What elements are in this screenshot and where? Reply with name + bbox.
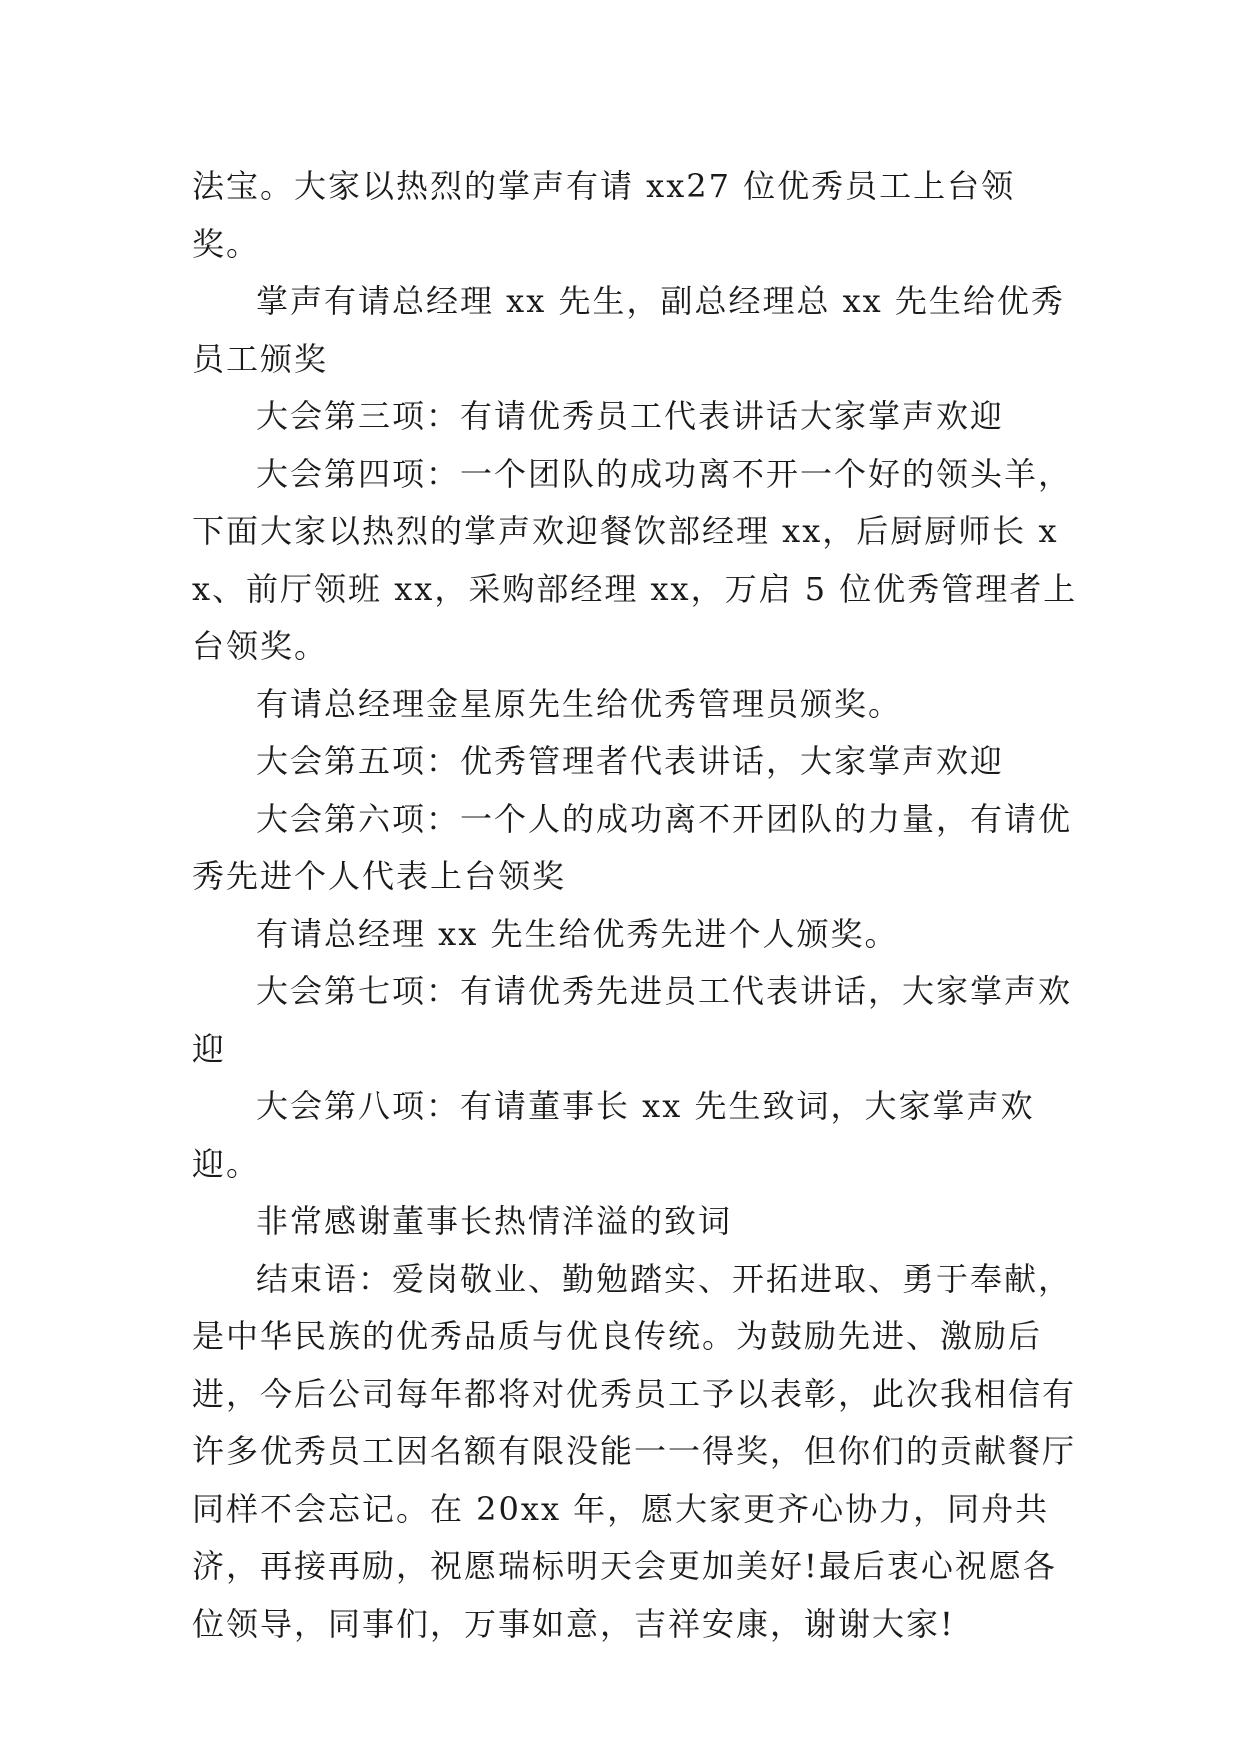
paragraph-5: 有请总经理金星原先生给优秀管理员颁奖。 [256, 684, 903, 723]
paragraph-8: 有请总经理 xx 先生给优秀先进个人颁奖。 [256, 914, 899, 953]
paragraph-3: 大会第三项：有请优秀员工代表讲话大家掌声欢迎 [256, 397, 1005, 435]
paragraph-12: 结束语：爱岗敬业、勤勉踏实、开拓进取、勇于奉献，是中华民族的优秀品质与优良传统。为鼓励先进、激励后进，今后公司每年都将对优秀员工予以表彰，此次我相信有许多优秀员工因名额有限没能一一得奖，但你们的贡献餐厅同样不会忘记。在 20xx 年，愿大家更齐心协力，同舟共济，再接再励，祝愿瑞标明天会更加美好!最后衷心祝愿各位领导，同事们，万事如意，吉祥安康，谢谢大家! [192, 1259, 1077, 1643]
paragraph-9: 大会第七项：有请优秀先进员工代表讲话，大家掌声欢迎 [192, 972, 1073, 1068]
paragraph-4: 大会第四项：一个团队的成功离不开一个好的领头羊，下面大家以热烈的掌声欢迎餐饮部经理 xx，后厨厨师长 xx、前厅领班 xx，采购部经理 xx，万启 5 位优秀管理者上台领奖。 [192, 454, 1078, 665]
paragraph-6: 大会第五项：优秀管理者代表讲话，大家掌声欢迎 [256, 742, 1005, 780]
paragraph-7: 大会第六项：一个人的成功离不开团队的力量，有请优秀先进个人代表上台领奖 [192, 799, 1073, 895]
paragraph-1: 法宝。大家以热烈的掌声有请 xx27 位优秀员工上台领奖。 [192, 167, 1016, 263]
paragraph-10: 大会第八项：有请董事长 xx 先生致词，大家掌声欢迎。 [192, 1087, 1035, 1183]
paragraph-11: 非常感谢董事长热情洋溢的致词 [256, 1202, 733, 1240]
paragraph-2: 掌声有请总经理 xx 先生，副总经理总 xx 先生给优秀员工颁奖 [192, 282, 1065, 378]
document-body [192, 158, 1082, 1653]
